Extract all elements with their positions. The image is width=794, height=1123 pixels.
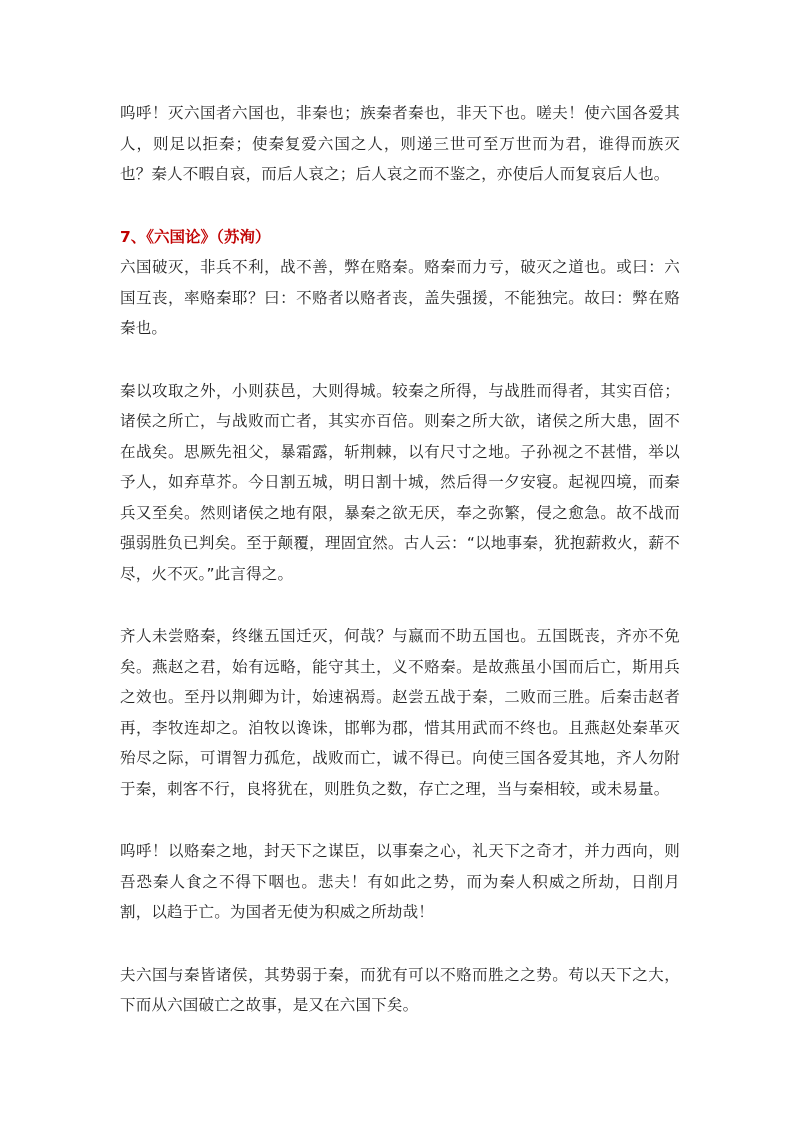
paragraph-spacer [120,804,680,836]
body-paragraph-5: 夫六国与秦皆诸侯，其势弱于秦，而犹有可以不赂而胜之之势。苟以天下之大，下而从六国破亡之故事，是又在六国下矣。 [120,965,680,1014]
body-paragraph-3: 齐人未尝赂秦，终继五国迁灭，何哉？与嬴而不助五国也。五国既丧，齐亦不免矣。燕赵之君，始有远略，能守其土，义不赂秦。是故燕虽小国而后亡，斯用兵之效也。至丹以荆卿为计，始速祸焉。赵尝五战于秦，二败而三胜。后秦击赵者再，李牧连却之。洎牧以谗诛，邯郸为郡，惜其用武而不终也。且燕赵处秦革灭殆尽之际，可谓智力孤危，战败而亡，诚不得已。向使三国各爱其地，齐人勿附于秦，刺客不行，良将犹在，则胜负之数，存亡之理，当与秦相较，或未易量。 [120,627,680,798]
paragraph-spacer [120,589,680,621]
paragraph-spacer [120,344,680,376]
paragraph-spacer [120,928,680,960]
body-paragraph-4: 呜呼！以赂秦之地，封天下之谋臣，以事秦之心，礼天下之奇才，并力西向，则吾恐秦人食之不得下咽也。悲夫！有如此之势，而为秦人积威之所劫，日削月割，以趋于亡。为国者无使为积威之所劫哉！ [120,842,680,921]
body-paragraph-2: 秦以攻取之外，小则获邑，大则得城。较秦之所得，与战胜而得者，其实百倍；诸侯之所亡，与战败而亡者，其实亦百倍。则秦之所大欲，诸侯之所大患，固不在战矣。思厥先祖父，暴霜露，斩荆棘，以有尺寸之地。子孙视之不甚惜，举以予人，如弃草芥。今日割五城，明日割十城，然后得一夕安寝。起视四境，而秦兵又至矣。然则诸侯之地有限，暴秦之欲无厌，奉之弥繁，侵之愈急。故不战而强弱胜负已判矣。至于颠覆，理固宜然。古人云：“以地事秦，犹抱薪救火，薪不尽，火不灭。”此言得之。 [120,381,680,583]
heading-number: 7、 [120,227,147,246]
document-page [120,98,680,1021]
intro-paragraph: 呜呼！灭六国者六国也，非秦也；族秦者秦也，非天下也。嗟夫！使六国各爱其人，则足以拒秦；使秦复爱六国之人，则递三世可至万世而为君，谁得而族灭也？秦人不暇自哀，而后人哀之；后人哀之而不鉴之，亦使后人而复哀后人也。 [120,104,680,183]
heading-title: 《六国论》 [146,227,217,246]
heading-author: （苏洵） [216,227,271,246]
paragraph-spacer [120,190,680,222]
section-heading [120,222,680,253]
body-paragraph-1: 六国破灭，非兵不利，战不善，弊在赂秦。赂秦而力亏，破灭之道也。或曰：六国互丧，率赂秦耶？曰：不赂者以赂者丧，盖失强援，不能独完。故曰：弊在赂秦也。 [120,258,680,337]
